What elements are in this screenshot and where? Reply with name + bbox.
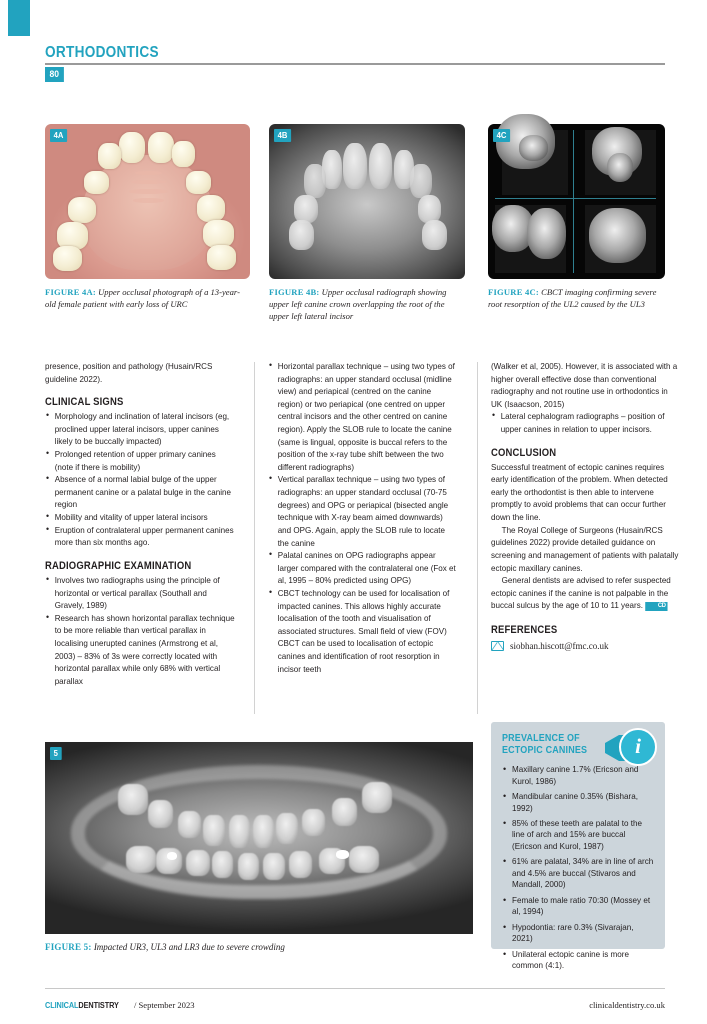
list-item: • CBCT technology can be used for localisation of impacted canines. This allows highly accurate localisation of the tooth and visualisation of associated structures. Small field of view (FOV) CBCT can be used to localisation of ectopic canines and identification of root resorption in incisor teeth [268, 587, 458, 675]
list-item: • Mandibular canine 0.35% (Bishara, 1992) [502, 791, 654, 814]
list-item: • Unilateral ectopic canine is more common (4:1). [502, 949, 654, 972]
list-item: • Horizontal parallax technique – using two types of radiographs: an upper standard occlusal (midline view) and periapical (centred on the canine region) or two periapical (one centred on upper central incisors and the other centred on canine region). Apply the SLOB rule to locate the canine (same is lingual, opposite is buccal refers to the position of the x-ray tube shift between the two different radiographs) [268, 360, 458, 473]
magazine-brand [45, 1000, 119, 1010]
list-item: • Mobility and vitality of upper lateral incisors [45, 511, 235, 524]
references-block [491, 624, 687, 651]
info-icon [619, 728, 657, 766]
figure-4c-caption-text: CBCT imaging confirming severe root resorption of the UL2 caused by the UL3 [488, 287, 657, 310]
prevalence-list [502, 764, 654, 972]
clinical-signs-list [45, 410, 241, 549]
list-item: • Absence of a normal labial bulge of the upper permanent canine or a palatal bulge in the canine region [45, 473, 235, 511]
list-item: • Morphology and inclination of lateral incisors (eg, proclined upper lateral incisors, upper canines likely to be buccally impacted) [45, 410, 235, 448]
heading-conclusion: CONCLUSION [491, 446, 557, 459]
radiographic-examination-list [45, 574, 241, 687]
heading-radiographic-examination: RADIOGRAPHIC EXAMINATION [45, 559, 192, 572]
prevalence-infobox [491, 722, 665, 971]
page-header [45, 44, 665, 62]
figure-4c-label: FIGURE 4C: [488, 287, 539, 297]
conclusion-paragraph-3 [491, 574, 681, 612]
list-item: • Lateral cephalogram radiographs – position of upper canines in relation to upper incisors. [491, 410, 681, 435]
figure-5-badge: 5 [50, 747, 61, 760]
list-item: • Vertical parallax technique – using two types of radiographs: an upper standard occlusal (70-75 degrees) and OPG or periapical (bisected angle technique with X-ray beam aimed downwards) and OPG. Again, apply the SLOB rule to locate the canine [268, 473, 458, 549]
list-item: • Involves two radiographs using the principle of horizontal or vertical parallax (Southall and Gravely, 1989) [45, 574, 235, 612]
figure-4a-caption-text: Upper occlusal photograph of a 13-year-old female patient with early loss of URC [45, 287, 240, 310]
footer-rule [45, 988, 665, 989]
footer-website: clinicaldentistry.co.uk [589, 1000, 665, 1010]
reference-email[interactable]: siobhan.hiscott@fmc.co.uk [510, 640, 609, 651]
list-item: • Eruption of contralateral upper permanent canines more than six months ago. [45, 524, 235, 549]
figure-4b-image [269, 124, 465, 279]
list-item: • Palatal canines on OPG radiographs appear larger compared with the contralateral one (Fox et al, 1995 – 80% predicted using OPG) [268, 549, 458, 587]
figure-4a-image [45, 124, 250, 279]
figure-4c [488, 124, 665, 310]
column-1 [45, 360, 241, 687]
column-3 [491, 360, 687, 651]
list-item: • Female to male ratio 70:30 (Mossey et al, 1994) [502, 895, 654, 918]
list-item: • Hypodontia: rare 0.3% (Sivarajan, 2021) [502, 922, 654, 945]
figure-4a-label: FIGURE 4A: [45, 287, 96, 297]
column-divider-1 [254, 362, 255, 714]
figure-4b-label: FIGURE 4B: [269, 287, 320, 297]
figure-5-caption-text: Impacted UR3, UL3 and LR3 due to severe crowding [91, 942, 285, 952]
list-item: • Research has shown horizontal parallax technique to be more reliable than vertical parallax in localising unerupted canines (Armstrong et al, 2003) – 83% of 3s were correctly located with horizontal parallax while only 68% with vertical parallax [45, 612, 235, 688]
brand-part-1: CLINICAL [45, 1000, 79, 1010]
figure-4b-caption [269, 286, 465, 323]
footer-issue: / September 2023 [131, 1000, 195, 1010]
figure-4a-caption [45, 286, 250, 310]
conclusion-paragraph-3-text: General dentists are advised to refer suspected ectopic canines if the canine is not palpable in the buccal sulcus by the age of 10 to 11 years. [491, 575, 671, 611]
reference-email-row[interactable] [491, 641, 687, 651]
envelope-icon [491, 641, 504, 651]
figure-5-label: FIGURE 5: [45, 942, 92, 952]
section-title: ORTHODONTICS [45, 44, 159, 61]
intro-paragraph: presence, position and pathology (Husain/RCS guideline 2022). [45, 361, 213, 384]
brand-part-2: DENTISTRY [78, 1000, 119, 1010]
heading-references: REFERENCES [491, 623, 558, 636]
list-item: • 61% are palatal, 34% are in line of arch and 4.5% are buccal (Stivaros and Mandall, 2000) [502, 856, 654, 890]
figure-4b-badge: 4B [274, 129, 291, 142]
figure-4a [45, 124, 250, 310]
figure-4c-badge: 4C [493, 129, 510, 142]
conclusion-paragraph-2: The Royal College of Surgeons (Husain/RCS guidelines 2022) provide detailed guidance on screening and management of patients with palatally ectopic maxillary canines. [491, 524, 679, 573]
conclusion-paragraph-1: Successful treatment of ectopic canines requires early identification of the problem. When detected early the orthodontist is then able to intervene promptly to avoid problems that can occur further down the line. [491, 461, 668, 523]
heading-clinical-signs: CLINICAL SIGNS [45, 396, 124, 409]
continued-paragraph: (Walker et al, 2005). However, it is associated with a higher overall effective dose than conventional radiography and not routine use in orthodontics in UK (Isaacson, 2015) [491, 361, 678, 409]
page-number-badge: 80 [45, 67, 64, 82]
info-icon-glyph: i [635, 733, 641, 758]
infobox-title-line-1: PREVALENCE OF [502, 733, 580, 744]
column-divider-2 [477, 362, 478, 714]
infobox-title-line-2: ECTOPIC CANINES [502, 745, 588, 757]
page-footer [45, 1000, 665, 1010]
figure-5 [45, 742, 473, 952]
infobox-title [502, 733, 599, 757]
list-item: • 85% of these teeth are palatal to the line of arch and 15% are buccal (Ericson and Kurol, 1987) [502, 818, 654, 852]
figure-4c-caption [488, 286, 665, 310]
list-item: • Prolonged retention of upper primary canines (note if there is mobility) [45, 448, 235, 473]
figure-4a-badge: 4A [50, 129, 67, 142]
header-rule [45, 63, 665, 65]
corner-accent-tab [8, 0, 30, 36]
figure-5-caption [45, 942, 473, 952]
cephalogram-list [491, 410, 687, 435]
footer-left [45, 1000, 195, 1010]
figure-4b-caption-text: Upper occlusal radiograph showing upper left canine crown overlapping the root of the upper left lateral incisor [269, 287, 447, 322]
list-item: • Maxillary canine 1.7% (Ericson and Kurol, 1986) [502, 764, 654, 787]
parallax-techniques-list [268, 360, 464, 675]
end-of-article-mark: CD [645, 602, 667, 611]
figure-4b [269, 124, 465, 323]
figure-4c-image [488, 124, 665, 279]
figure-5-image [45, 742, 473, 934]
column-2 [268, 360, 464, 675]
